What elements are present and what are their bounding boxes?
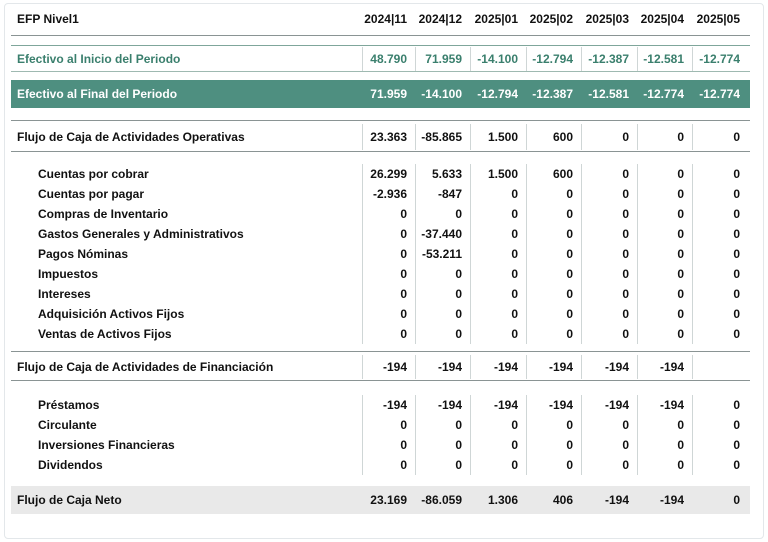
column-divider [637,415,638,435]
row-divider [11,351,750,352]
value-cell: -12.387 [532,87,573,101]
value-cell: -12.581 [643,52,684,66]
column-divider [581,415,582,435]
column-divider [470,455,471,475]
column-divider [692,264,693,284]
operating-item-row [11,284,750,304]
column-divider [637,435,638,455]
value-cell: 600 [552,167,573,181]
value-cell: 0 [677,207,684,221]
column-divider [415,124,416,150]
value-cell: 0 [511,207,518,221]
value-cell: -85.865 [421,130,462,144]
column-divider [415,184,416,204]
financing-item-row [11,435,750,455]
value-cell: 0 [566,287,573,301]
value-cell: 0 [400,267,407,281]
column-divider [637,244,638,264]
column-divider [415,304,416,324]
financing-total-row-label: Flujo de Caja de Actividades de Financiación [17,360,274,374]
column-divider [526,435,527,455]
period-header[interactable]: 2025|02 [529,12,573,26]
value-cell: -194 [659,493,684,507]
closing-balance-row [11,80,750,108]
value-cell: 0 [566,267,573,281]
value-cell: 0 [511,418,518,432]
operating-item-row-label: Adquisición Activos Fijos [38,307,185,321]
value-cell: -194 [382,398,407,412]
value-cell: -194 [548,398,573,412]
value-cell: 0 [455,267,462,281]
value-cell: 0 [511,267,518,281]
operating-item-row-label: Cuentas por cobrar [38,167,149,181]
column-divider [470,204,471,224]
column-divider [526,284,527,304]
operating-item-row-label: Compras de Inventario [38,207,169,221]
column-divider [362,324,363,344]
value-cell: 1.500 [487,167,518,181]
value-cell: 0 [733,267,740,281]
row-divider [11,45,750,46]
column-divider [581,395,582,415]
value-cell: 71.959 [370,87,407,101]
operating-item-row [11,224,750,244]
value-cell: 0 [511,287,518,301]
column-divider [581,164,582,184]
column-divider [692,435,693,455]
value-cell: -12.774 [699,52,740,66]
value-cell: 0 [400,287,407,301]
value-cell: 0 [622,327,629,341]
column-divider [637,304,638,324]
column-divider [637,124,638,150]
column-divider [415,435,416,455]
value-cell: 0 [733,287,740,301]
column-divider [526,455,527,475]
column-divider [526,184,527,204]
value-cell: 0 [677,227,684,241]
column-divider [470,224,471,244]
operating-item-row [11,324,750,344]
column-divider [415,455,416,475]
operating-item-row-label: Impuestos [38,267,99,281]
value-cell: 0 [511,227,518,241]
operating-item-row-label: Gastos Generales y Administrativos [38,227,244,241]
value-cell: 0 [677,327,684,341]
column-divider [637,284,638,304]
value-cell: -194 [493,398,518,412]
column-divider [362,455,363,475]
column-divider [581,355,582,379]
value-cell: 1.306 [487,493,518,507]
column-divider [526,355,527,379]
column-divider [362,435,363,455]
column-divider [581,264,582,284]
column-divider [415,224,416,244]
column-divider [526,244,527,264]
value-cell: 0 [566,187,573,201]
column-divider [581,124,582,150]
value-cell: 0 [733,438,740,452]
value-cell: 0 [622,458,629,472]
value-cell: -53.211 [421,247,462,261]
column-divider [581,244,582,264]
value-cell: 0 [566,307,573,321]
column-divider [581,324,582,344]
period-header[interactable]: 2025|05 [696,12,740,26]
value-cell: 0 [622,130,629,144]
column-divider [637,224,638,244]
column-divider [526,415,527,435]
column-divider [526,395,527,415]
column-divider [362,415,363,435]
column-divider [470,184,471,204]
column-divider [415,47,416,71]
value-cell: -194 [493,360,518,374]
column-divider [692,204,693,224]
value-cell: 0 [622,227,629,241]
column-divider [581,47,582,71]
row-divider [11,151,750,152]
value-cell: 0 [455,418,462,432]
value-cell: 0 [677,458,684,472]
column-divider [415,415,416,435]
financing-item-row-label: Préstamos [38,398,100,412]
column-divider [581,435,582,455]
column-divider [526,224,527,244]
value-cell: -12.794 [477,87,518,101]
value-cell: 71.959 [425,52,462,66]
value-cell: 0 [400,327,407,341]
value-cell: 600 [552,130,573,144]
value-cell: -194 [604,493,629,507]
column-divider [415,284,416,304]
value-cell: 0 [733,307,740,321]
column-divider [362,204,363,224]
period-header[interactable]: 2024|12 [418,12,462,26]
value-cell: 0 [566,247,573,261]
value-cell: 0 [400,227,407,241]
value-cell: 0 [566,227,573,241]
value-cell: 0 [511,458,518,472]
opening-balance-row [11,47,750,72]
value-cell: 0 [677,130,684,144]
value-cell: 0 [733,187,740,201]
column-divider [637,164,638,184]
value-cell: -194 [604,360,629,374]
column-divider [362,184,363,204]
period-header[interactable]: 2025|04 [640,12,684,26]
operating-item-row [11,264,750,284]
value-cell: 0 [511,247,518,261]
column-divider [692,164,693,184]
value-cell: 0 [566,327,573,341]
column-divider [470,47,471,71]
column-divider [692,324,693,344]
column-divider [637,204,638,224]
value-cell: 0 [733,207,740,221]
value-cell: 0 [400,307,407,321]
value-cell: 0 [733,227,740,241]
table-header [11,8,750,30]
column-divider [637,264,638,284]
value-cell: 0 [566,418,573,432]
column-divider [415,164,416,184]
value-cell: 0 [455,287,462,301]
period-header[interactable]: 2025|01 [474,12,518,26]
column-divider [362,244,363,264]
value-cell: -12.774 [699,87,740,101]
operating-item-row [11,204,750,224]
value-cell: -194 [604,398,629,412]
column-divider [470,435,471,455]
opening-balance-row-label: Efectivo al Inicio del Periodo [17,52,181,66]
value-cell: 0 [400,418,407,432]
column-divider [692,304,693,324]
financing-item-row [11,415,750,435]
value-cell: 0 [566,458,573,472]
operating-item-row [11,184,750,204]
value-cell: -37.440 [421,227,462,241]
column-divider [415,395,416,415]
financing-item-row-label: Inversiones Financieras [38,438,175,452]
value-cell: -194 [659,398,684,412]
closing-balance-row-label: Efectivo al Final del Periodo [17,87,178,101]
column-divider [415,244,416,264]
column-divider [581,224,582,244]
value-cell: -12.774 [643,87,684,101]
net-cash-flow-row-label: Flujo de Caja Neto [17,493,122,507]
financing-total-row [11,355,750,379]
column-divider [362,164,363,184]
value-cell: 1.500 [487,130,518,144]
column-divider [526,304,527,324]
financing-item-row [11,395,750,415]
value-cell: 23.363 [370,130,407,144]
value-cell: 0 [455,307,462,321]
value-cell: 5.633 [431,167,462,181]
value-cell: -847 [437,187,462,201]
column-divider [470,395,471,415]
column-divider [637,395,638,415]
value-cell: -14.100 [421,87,462,101]
value-cell: 0 [511,307,518,321]
value-cell: 0 [455,327,462,341]
value-cell: 26.299 [370,167,407,181]
financing-item-row [11,455,750,475]
financing-item-row-label: Dividendos [38,458,103,472]
column-divider [526,164,527,184]
value-cell: 0 [622,167,629,181]
operating-item-row-label: Ventas de Activos Fijos [38,327,172,341]
column-divider [581,304,582,324]
value-cell: 0 [677,307,684,321]
column-divider [526,324,527,344]
value-cell: -194 [437,360,462,374]
period-header[interactable]: 2024|11 [364,12,407,26]
column-divider [415,204,416,224]
value-cell: 0 [455,207,462,221]
value-cell: 0 [622,267,629,281]
column-divider [692,184,693,204]
column-divider [415,264,416,284]
column-divider [637,355,638,379]
column-divider [581,284,582,304]
value-cell: 0 [566,207,573,221]
column-divider [362,224,363,244]
value-cell: 0 [622,287,629,301]
column-divider [470,244,471,264]
value-cell: 0 [733,327,740,341]
column-divider [526,47,527,71]
value-cell: 0 [677,247,684,261]
operating-item-row [11,164,750,184]
value-cell: 0 [733,247,740,261]
column-divider [581,204,582,224]
value-cell: 0 [622,438,629,452]
value-cell: 0 [455,458,462,472]
column-divider [692,224,693,244]
value-cell: -12.581 [588,87,629,101]
value-cell: 0 [400,458,407,472]
column-divider [692,415,693,435]
value-cell: -194 [382,360,407,374]
column-divider [637,324,638,344]
value-cell: 0 [677,287,684,301]
value-cell: 0 [455,438,462,452]
value-cell: 0 [400,207,407,221]
value-cell: 406 [552,493,573,507]
financing-item-row-label: Circulante [38,418,97,432]
period-header[interactable]: 2025|03 [585,12,629,26]
column-divider [415,324,416,344]
value-cell: 0 [677,438,684,452]
operating-item-row-label: Intereses [38,287,91,301]
value-cell: 0 [733,458,740,472]
value-cell: 0 [733,493,740,507]
value-cell: 0 [677,267,684,281]
value-cell: -194 [548,360,573,374]
column-divider [470,324,471,344]
column-divider [470,284,471,304]
value-cell: -194 [437,398,462,412]
column-divider [470,415,471,435]
column-divider [362,47,363,71]
value-cell: 0 [622,207,629,221]
column-divider [581,184,582,204]
value-cell: -14.100 [477,52,518,66]
column-divider [692,284,693,304]
value-cell: 0 [622,247,629,261]
operating-item-row-label: Pagos Nóminas [38,247,129,261]
column-divider [526,264,527,284]
value-cell: 0 [677,167,684,181]
value-cell: 0 [733,167,740,181]
operating-total-row [11,124,750,150]
value-cell: -86.059 [421,493,462,507]
operating-total-row-label: Flujo de Caja de Actividades Operativas [17,130,245,144]
value-cell: 0 [677,418,684,432]
value-cell: -2.936 [372,187,407,201]
value-cell: 0 [733,130,740,144]
operating-item-row [11,244,750,264]
value-cell: 0 [511,438,518,452]
value-cell: 0 [622,307,629,321]
column-divider [637,455,638,475]
value-cell: 0 [511,327,518,341]
value-cell: 48.790 [370,52,407,66]
column-divider [692,355,693,379]
value-cell: 23.169 [370,493,407,507]
column-divider [470,264,471,284]
column-divider [362,304,363,324]
column-divider [470,304,471,324]
column-divider [470,164,471,184]
column-divider [581,455,582,475]
column-divider [692,47,693,71]
value-cell: 0 [733,398,740,412]
value-cell: 0 [566,438,573,452]
column-divider [362,124,363,150]
value-cell: 0 [511,187,518,201]
column-divider [692,124,693,150]
net-cash-flow-row [11,486,750,514]
row-divider [11,380,750,381]
value-cell [692,355,745,379]
column-divider [362,355,363,379]
column-divider [526,124,527,150]
column-divider [362,395,363,415]
value-cell: 0 [622,187,629,201]
column-divider [692,244,693,264]
value-cell: 0 [400,438,407,452]
row-divider [11,120,750,121]
value-cell: -194 [659,360,684,374]
column-divider [692,455,693,475]
column-divider [362,284,363,304]
column-divider [415,355,416,379]
operating-item-row [11,304,750,324]
value-cell: -12.387 [588,52,629,66]
value-cell: 0 [677,187,684,201]
column-divider [526,204,527,224]
value-cell: -12.794 [532,52,573,66]
row-divider [11,35,750,36]
column-divider [637,47,638,71]
value-cell: 0 [400,247,407,261]
value-cell: 0 [733,418,740,432]
column-divider [362,264,363,284]
table-title: EFP Nivel1 [17,12,79,26]
column-divider [637,184,638,204]
operating-item-row-label: Cuentas por pagar [38,187,145,201]
column-divider [470,355,471,379]
column-divider [470,124,471,150]
value-cell: 0 [622,418,629,432]
column-divider [692,395,693,415]
